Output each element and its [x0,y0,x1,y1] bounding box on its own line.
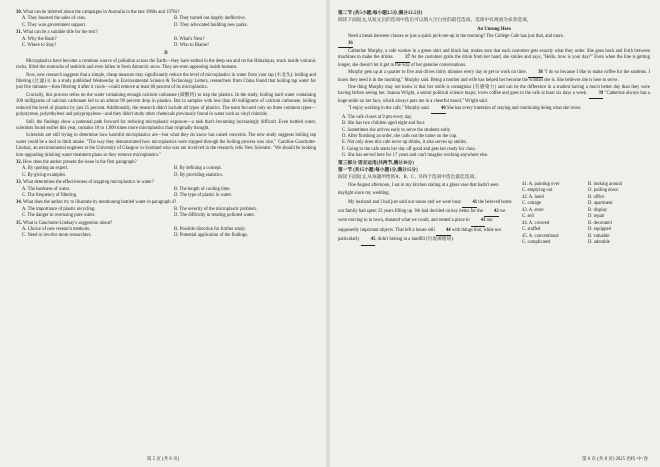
blank-36: 36 [338,41,353,48]
blank-40: 40 [431,106,446,113]
option: B. What's Next? [174,36,205,42]
section-heading: 第一节 (共15小题;每小题1分,满分15分) [338,167,418,173]
option: A. The cafe closes at 9 pm every day. [342,114,413,120]
option: C. Where to Stay? [22,43,57,49]
option: B. The severity of the microplastic problem. [174,206,257,212]
blank-37: 37 [395,55,410,62]
section-heading: 第二节 (共5小题;每小题2.5分,满分12.5分) [338,11,423,16]
part-heading: 第三部分 语言运用(共两节,满分30分) [338,160,414,166]
option: C. Sometimes she arrives early to serve the students early. [342,127,451,133]
question-30: 30. What can be inferred about the campaigns in Australia in the late 1960s and 1970s? A. They boosted the sales of cans. B. They turned out largely ineffective. C. They won government support. D. They advocated building new parks. [16,10,316,29]
option: C. By giving examples. [22,172,67,178]
passage-paragraph: Now, new research suggests that a simple, cheap measure may significantly reduce the level of microplastics in water from your tap (水龙头): boiling and filtering (过滤) it. In a study published Wednesday in Environmental Science & Technology Letters, researchers from China found that boiling tap water for just five minutes—then filtering it after it cools—could remove at least 80 percent of its microplastics. [16,72,316,91]
page-footer: 第 5 页 (共 8 页) [146,456,180,462]
passage-paragraph: Still, the findings show a potential path forward for reducing microplastic exposure—a task that's becoming increasingly difficult. Even bottled water, scientists found earlier this year, contains 10 to 1,000 times more microplastics than originally thought. [16,119,316,131]
blank-38: 38 [528,70,543,77]
section-instructions: 阅读下面短文,从每题所给的A、B、C、D四个选项中选出最佳选项。 [338,175,479,181]
blank-39: 39 [589,91,604,98]
option: B. Possible direction for further study. [174,227,246,232]
cloze-options: 41. A. painting over B. looking around C. emptying out D. pulling down 42. A. hotel B. office C. cottage D. apartment 43. A. store B. display C. sell D. repair 44. A. covered B. decorated C. stuffed D. equipped 45. A. conventional B. valuable C. complicated D. adorable [522,181,622,246]
option: B. The length of cooling time. [174,186,231,192]
option: B. They turned out largely ineffective. [174,16,246,22]
option: A. The hardness of water. [22,186,71,192]
blank-43: 43 [471,217,486,226]
story-paragraph: Murphy gets up at a quarter to five and drives thirty minutes every day to get to work on time. 38 "I do so because I like to make coffee for the students. I know they need it in the morning," Murphy said. Being a mother and wife has helped her become the woman she is. She believes she is here to serve. [338,70,651,83]
cloze-passage: One August afternoon, I sat in my kitchen staring at a glass vase that hadn't seen daylight since my wedding. My husband and I had just sold our house and we were busy 41 the beloved home our family had spent 23 years filling up. We had decided on key items for the 42 we were moving to in town, donated what we could, and rented a place to 43 our supposedly important objects. That left a house still 44 with things that, while not particularly 45, didn't belong in a landfill (垃圾填埋场). [338,182,514,247]
blank-41: 41 [462,199,477,208]
question-32: 32. How does the author present the issue in the first paragraph? A. By quoting an expert. B. By defining a concept. C. By giving examples. D. By providing statistics. [16,160,316,179]
option: D. The difficulty in treating polluted water. [174,213,255,219]
option: G. She has served here for 17 years and can't imagine working anywhere else. [342,153,489,159]
blank-42: 42 [484,208,499,217]
option: C. They won government support. [22,22,87,28]
option: A. Why the Rush? [22,36,57,42]
option: A. The importance of plastic recycling. [22,206,96,212]
question-33: 33. What determines the effectiveness of trapping microplastics in water? A. The hardness of water. B. The length of cooling time. C. The frequency of filtering. D. The type of plastic in water. [16,180,316,199]
question-31: 31. What can be a suitable title for the text? A. Why the Rush? B. What's Next? C. Where to Stay? D. Who to Blame? [16,30,316,49]
option: C. The frequency of filtering. [22,192,78,198]
option: A. They boosted the sales of cans. [22,16,86,22]
option: A. Choice of new research methods. [22,227,91,232]
option: D. Potential application of the findings. [174,233,249,239]
option: F. Going to the cafe starts her day off good and gets her ready for class. [342,146,476,152]
question-35: 35. What is Gauchotte-Lindsay's suggestion about? A. Choice of new research methods. B. Possible direction for further study. C. Need to involve more researchers. D. Potential application of the findings. [16,221,316,240]
option: E. Not only does this cafe serve up drinks, it also serves up smiles. [342,140,467,146]
passage-paragraph: Microplastics have become a common source of pollution across the Earth—they have settled in the deep sea and on the Himalayas, stuck inside volcanic rocks, filled the stomachs of seabirds and even fallen in fresh Antarctic snow. They are even appearing inside humans. [16,58,316,71]
option: D. Who to Blame? [174,43,210,49]
option: B. By defining a concept. [174,166,222,172]
story-paragraph: One thing Murphy may not know is that her smile is contagious (有感染力) and can be the difference in a student having a much better day than they were having before seeing her. Joanna Wright, a senior political science major, loves coffee and goes to the cafe at least six days a week. 39 "Catherine always has a huge smile on her face, which always puts me in a cheerful mood," Wright said. [338,85,650,104]
left-page [0,0,326,467]
passage-paragraph: Scientists are still trying to determine how harmful microplastics are—but what they do know has raised concerns. The new study suggests boiling tap water could be a tool to limit intake. "The way they demonstrated how microplastics were trapped through the boiling process was nice," Caroline Gauchotte-Lindsay, an environmental engineer at the University of Glasgow in Scotland who was not involved in the research, tells New Scientist. "We should be looking into upgrading drinking water treatment plans so they remove microplastics." [16,133,316,158]
story-title: An Unsung Hero [477,26,511,32]
fill-options [338,115,650,160]
question-34: 34. What does the author try to illustrate by mentioning bottled water in paragraph 4? A. The importance of plastic recycling. B. The severity of the microplastic problem. C. The danger in overusing pure water. D. The difficulty in treating polluted water. [16,200,316,219]
section-instructions: 阅读下面短文,从短文后的选项中选出可以填入空白处的最佳选项。选项中有两项为多余选项。 [338,18,532,24]
option: B. She has two children aged eight and four. [342,121,426,127]
page-footer: 第 6 页 (共 8 页) 2025 名校·中·卷 [581,456,648,462]
option: C. The danger in overusing pure water. [22,213,96,219]
blank-44: 44 [436,227,451,236]
option: D. By providing statistics. [174,172,224,178]
story-paragraph: Catherine Murphy, a cafe worker in a green shirt and black hat, makes sure that each customer gets exactly what they order. She goes back and forth between machines to make the drinks. 37 As the customer grabs the drink from her hand, she smiles and says, "Hello, how is your day?" Even when the line is getting longer, she doesn't let it get in the way of her genuine conversations. [338,49,650,68]
story-paragraph: Need a break between classes or just a quick pick-me-up in the morning? The College Cafe has just that, and more. 36 [338,34,650,48]
option: D. They advocated building new parks. [174,22,248,28]
right-page [330,0,660,467]
blank-45: 45 [361,236,376,245]
option: D. The type of plastic in water. [174,192,232,198]
cloze-section [338,182,650,247]
passage-paragraph: Crucially, this process relies on the water containing enough calcium carbonate (碳酸钙) to trap the plastics. In the study, boiling hard water containing 300 milligrams of calcium carbonate led to an almost 90 percent drop in plastics. But in samples with less than 60 milligrams of calcium carbonate, boiling reduced the level of plastics by just 25 percent. Additionally, the research didn't include all types of plastics. The team focused only on three common types—polystyrene, polyethylene and polypropylene—and they didn't study other chemicals previously found in water such as vinyl chloride. [16,92,316,118]
option: A. By quoting an expert. [22,166,69,172]
story-paragraph: "I enjoy working in the cafe," Murphy said. 40 She has every intention of staying and continuing doing what she loves. [338,106,650,113]
section-d-label: D [164,51,168,57]
option: D. After finishing an order, she calls out the name on the cup. [342,133,458,139]
option: C. Need to involve more researchers. [22,233,92,239]
